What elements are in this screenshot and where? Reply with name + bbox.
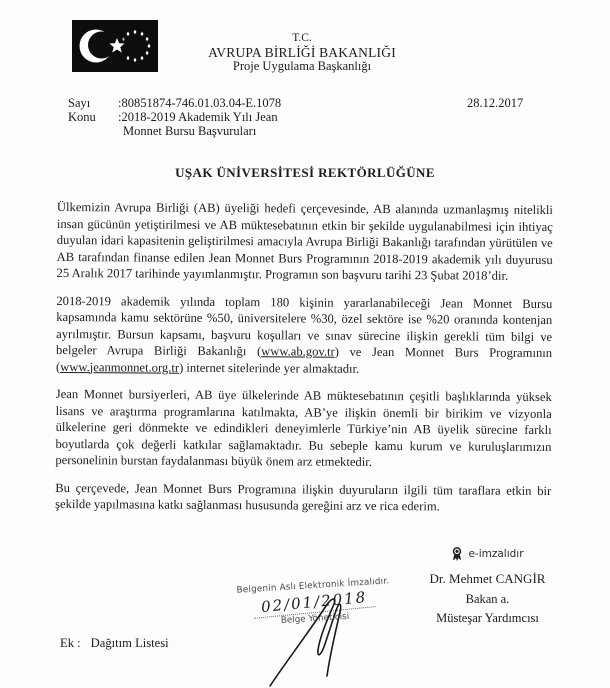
letterhead-department: Proje Uygulama Başkanlığı	[232, 59, 372, 73]
konu-value-line1: :2018-2019 Akademik Yılı Jean	[118, 110, 278, 124]
signature-block	[415, 546, 560, 626]
handwritten-signature	[248, 588, 358, 688]
paragraph-2-text-post: ) internet sitelerinde yer almaktadır.	[179, 360, 360, 376]
signer-role-1: Bakan a.	[465, 592, 510, 606]
stamp-line-1: Belgenin Aslı Elektronik İmzalıdır.	[236, 576, 390, 596]
konu-label: Konu	[68, 110, 96, 124]
paragraph-4: Bu çerçevede, Jean Monnet Burs Programına ilişkin duyuruların ilgili tüm taraflara etkin bir şekilde yapılmasına katkı sağlanması hususunda gereğini arz ve rica ederim.	[55, 480, 552, 514]
recipient-title: UŞAK ÜNİVERSİTESİ REKTÖRLÜĞÜNE	[175, 165, 435, 180]
signer-role-2: Müsteşar Yardımcısı	[436, 611, 539, 625]
paragraph-2	[56, 292, 552, 378]
sayi-label: Sayı	[68, 96, 91, 110]
konu-value-line2: Monnet Bursu Başvuruları	[123, 124, 257, 138]
turkey-eu-ministry-logo	[72, 20, 158, 72]
document-date: 28.12.2017	[467, 96, 524, 110]
link-jeanmonnet-org-tr[interactable]: www.jeanmonnet.org.tr	[60, 359, 180, 375]
paragraph-1: Ülkemizin Avrupa Birliği (AB) üyeliği hedefi çerçevesinde, AB alanında uzmanlaşmış nitelikli insan gücünün yetiştirilmesi ve AB müktesebatının etkin bir şekilde uygulanabilmesi için ihtiyaç duyulan idari kapasitenin geliştirilmesi amacıyla Avrupa Birliği Bakanlığı tarafından yürütülen ve AB tarafından finanse edilen Jean Monnet Burs Programının 2018-2019 akademik yılı duyurusu 25 Aralık 2017 tarihinde yayımlanmıştır. Programın son başvuru tarihi 23 Şubat 2018’dir.	[56, 199, 553, 283]
link-ab-gov-tr[interactable]: www.ab.gov.tr	[261, 344, 335, 359]
letterhead-ministry: AVRUPA BİRLİĞİ BAKANLIĞI	[208, 44, 396, 60]
attachment-label: Ek :	[60, 636, 81, 650]
letterhead	[152, 33, 452, 73]
letterhead-tc: T.C.	[292, 32, 312, 44]
attachment-value: Dağıtım Listesi	[90, 636, 169, 650]
paragraph-2-text-mid: ) ve Jean Monnet Burs Programının (	[55, 344, 553, 374]
signer-name: Dr. Mehmet CANGİR	[429, 571, 546, 586]
handwritten-date: 02/01/2018	[252, 587, 376, 619]
attachment-line	[60, 636, 169, 651]
stamp-line-2: Belge Yöneticisi	[280, 611, 350, 627]
ribbon-seal-icon	[451, 546, 463, 562]
letter-body	[55, 199, 553, 527]
paragraph-3: Jean Monnet bursiyerleri, AB üye ülkelerinde AB müktesebatının çeşitli başlıklarında yüksek lisans ve araştırma programlarına katılmakta, AB’ye ilişkin önemli bir birikim ve vizyonla ülkelerine geri dönmekte ve edindikleri deneyimlerle Türkiye’nin AB üyelik sürecine farklı boyutlarda çok değerli katkılar sağlamaktadır. Bu sebeple kamu kurum ve kuruluşlarımızın personelinin burstan faydalanması büyük önem arz etmektedir.	[55, 386, 552, 469]
paragraph-2-text-pre: 2018-2019 akademik yılında toplam 180 kişinin yararlanabileceği Jean Monnet Bursu kapsamında kamu sektörüne %50, üniversitelere %30, özel sektöre ise %20 oranında kontenjan ayrılmıştır. Bursun kapsamı, başvuru koşulları ve sınav sürecine ilişkin gerekli tüm bilgi ve belgeler Avrupa Birliği Bakanlığı (	[56, 293, 553, 359]
esign-label: e-imzalıdır	[468, 548, 524, 560]
esign-row	[415, 546, 560, 562]
sayi-value: :80851874-746.01.03.04-E.1078	[118, 96, 282, 110]
